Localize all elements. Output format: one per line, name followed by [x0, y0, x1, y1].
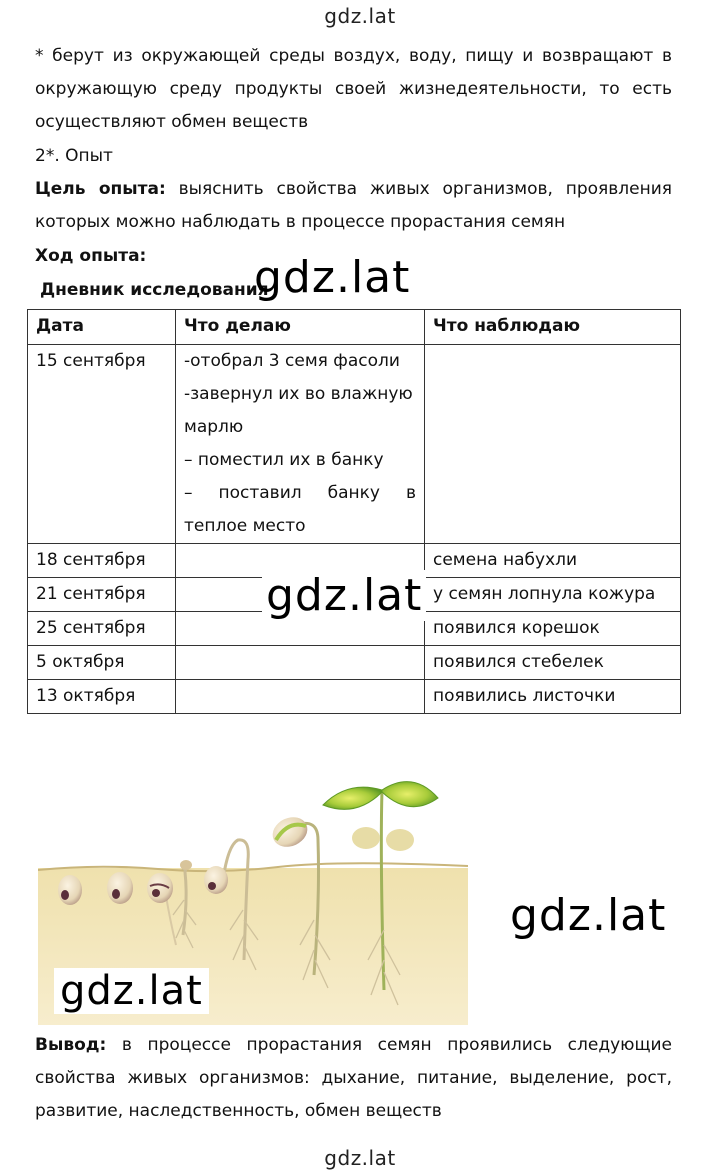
- research-diary-table: [27, 309, 681, 714]
- table-row: [28, 646, 681, 680]
- table-row: [28, 345, 681, 544]
- cell-observation: появился корешок: [425, 612, 681, 646]
- intro-paragraph: * берут из окружающей среды воздух, воду, пищу и возвращают в окружающую среду продукты своей жизнедеятельности, то есть осуществляют обмен веществ: [35, 46, 672, 132]
- progress-label: Ход опыта:: [35, 246, 147, 266]
- seed-stage-1: [58, 875, 82, 905]
- cell-date: 18 сентября: [28, 544, 176, 578]
- action-line: -отобрал 3 семя фасоли: [184, 351, 400, 371]
- header-date: Дата: [28, 310, 176, 345]
- cell-observation: появились листочки: [425, 680, 681, 714]
- conclusion-paragraph: [35, 1029, 672, 1128]
- experiment-title: 2*. Опыт: [35, 146, 113, 166]
- header-actions: Что делаю: [176, 310, 425, 345]
- seed-stage-2: [107, 872, 133, 904]
- cell-date: 15 сентября: [28, 345, 176, 544]
- action-line: марлю: [184, 417, 244, 437]
- goal-text: выяснить свойства живых организмов, проявления которых можно наблюдать в процессе прорастания семян: [35, 179, 672, 232]
- cell-observation: [425, 345, 681, 544]
- action-line: теплое место: [184, 516, 306, 536]
- diary-title: Дневник исследования: [40, 280, 269, 300]
- conclusion-label: Вывод:: [35, 1035, 107, 1055]
- cell-date: 13 октября: [28, 680, 176, 714]
- cell-observation: появился стебелек: [425, 646, 681, 680]
- goal-label: Цель опыта:: [35, 179, 166, 199]
- watermark: gdz.lat: [254, 252, 411, 303]
- action-line: – поместил их в банку: [184, 450, 384, 470]
- watermark: gdz.lat: [54, 968, 209, 1014]
- watermark: gdz.lat: [262, 570, 426, 621]
- header-observations: Что наблюдаю: [425, 310, 681, 345]
- watermark: gdz.lat: [510, 890, 667, 941]
- table-header-row: [28, 310, 681, 345]
- cell-date: 21 сентября: [28, 578, 176, 612]
- table-row: [28, 680, 681, 714]
- action-line: – поставил банку в: [184, 483, 416, 503]
- cell-actions: [176, 680, 425, 714]
- cell-actions: [176, 646, 425, 680]
- cell-date: 5 октября: [28, 646, 176, 680]
- cell-observation: у семян лопнула кожура: [425, 578, 681, 612]
- site-header: gdz.lat: [324, 4, 396, 28]
- action-line: -завернул их во влажную: [184, 384, 413, 404]
- conclusion-text: в процессе прорастания семян проявились следующие свойства живых организмов: дыхание, питание, выделение, рост, развитие, наследственность, обмен веществ: [35, 1035, 672, 1121]
- goal-paragraph: [35, 173, 672, 239]
- cell-actions: [176, 345, 425, 544]
- cell-observation: семена набухли: [425, 544, 681, 578]
- site-footer: gdz.lat: [324, 1146, 396, 1170]
- cell-date: 25 сентября: [28, 612, 176, 646]
